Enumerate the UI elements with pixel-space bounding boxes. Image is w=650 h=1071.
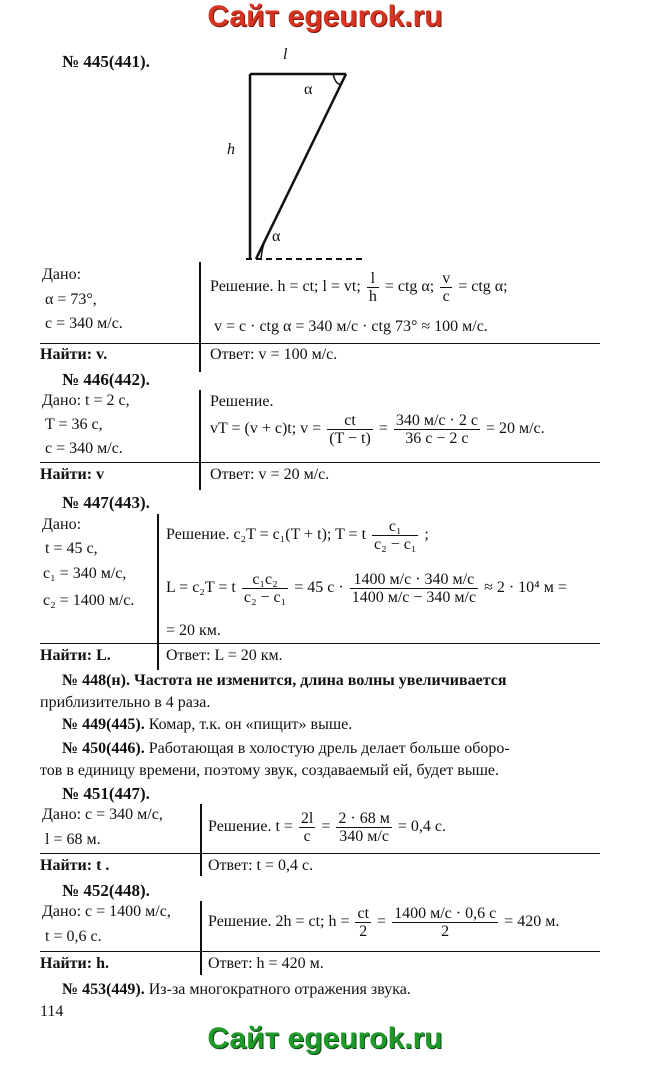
p451-frac-2 bbox=[336, 810, 391, 845]
p446-given-3: c = 340 м/с. bbox=[45, 440, 123, 457]
frac-den: 2 bbox=[441, 923, 450, 940]
frac-num: ct bbox=[357, 905, 370, 922]
p447-given-title: Дано: bbox=[42, 516, 82, 533]
p452-frac-1 bbox=[355, 905, 371, 940]
frac-den: c bbox=[442, 288, 450, 305]
p445-sol-1: Решение. h = ct; l = vt; bbox=[210, 278, 361, 296]
frac-num: c₁ bbox=[372, 518, 418, 536]
p446-divider bbox=[199, 390, 201, 490]
frac-num: 2l bbox=[300, 810, 314, 827]
p446-sol-lhs: vT = (v + c)t; v = bbox=[210, 420, 322, 438]
p452-find: Найти: h. bbox=[40, 955, 109, 972]
p447-given-1: t = 45 с, bbox=[45, 540, 98, 557]
frac-den: c₂ − c₁ bbox=[374, 536, 417, 553]
p446-given-1: Дано: t = 2 с, bbox=[42, 392, 130, 409]
p447-sol-1-end: ; bbox=[424, 526, 429, 544]
p447-frac-1 bbox=[372, 518, 418, 553]
frac-num: 1400 м/с · 0,6 с bbox=[394, 905, 497, 922]
site-footer: Сайт egeurok.ru bbox=[207, 1022, 443, 1055]
fig-alpha-bottom: α bbox=[272, 228, 281, 245]
p447-divider bbox=[157, 514, 159, 670]
p445-solution-line-2: v = c · ctg α = 340 м/с · ctg 73° ≈ 100 м/с. bbox=[214, 318, 488, 335]
p450-number: № 450(446). bbox=[62, 740, 145, 757]
p447-frac-3 bbox=[350, 571, 478, 606]
p451-frac-1 bbox=[299, 810, 315, 845]
frac-den: c bbox=[303, 828, 311, 845]
p446-sol-title: Решение. bbox=[210, 393, 274, 410]
p445-divider bbox=[199, 262, 201, 372]
p449-line bbox=[62, 714, 352, 736]
p451-sol-end: = 0,4 с. bbox=[397, 818, 446, 836]
problem-452-number: № 452(448). bbox=[62, 881, 150, 900]
frac-den: 1400 м/с − 340 м/с bbox=[351, 589, 477, 606]
p452-divider bbox=[200, 901, 202, 975]
p451-given-1: Дано: c = 340 м/с, bbox=[42, 806, 163, 823]
p448-text-1: № 448(н). Частота не изменится, длина волны увеличивается bbox=[62, 672, 507, 689]
p447-solution-line-2 bbox=[166, 571, 567, 606]
p445-given-2: c = 340 м/с. bbox=[45, 315, 123, 332]
frac-num: 2 · 68 м bbox=[338, 810, 390, 827]
p452-sol-start: Решение. 2h = ct; h = bbox=[208, 913, 350, 931]
p447-sol-2-end: ≈ 2 · 10⁴ м = bbox=[484, 579, 567, 597]
p447-sol-2-start: L = c₂T = t bbox=[166, 579, 236, 597]
p453-text: Из-за многократного отражения звука. bbox=[148, 981, 411, 998]
p449-text: Комар, т.к. он «пищит» выше. bbox=[148, 716, 353, 733]
p446-sol-end: = 20 м/с. bbox=[485, 420, 545, 438]
problem-445-number: № 445(441). bbox=[62, 52, 150, 71]
p452-find-rule bbox=[40, 951, 600, 952]
p445-frac-l-h bbox=[367, 270, 379, 305]
p450-text-2: тов в единицу времени, поэтому звук, создаваемый ей, будет выше. bbox=[40, 762, 500, 779]
p451-given-2: l = 68 м. bbox=[45, 831, 101, 848]
p449-number: № 449(445). bbox=[62, 716, 145, 733]
p447-find-rule bbox=[40, 643, 600, 644]
p450-line-1 bbox=[62, 738, 510, 760]
p452-solution-line: Решение. 2h = ct; h = $\frac{ct}{2}$ = $\frac{1400 м/с \cdot 0,6 с}{2}$ = 420 м. bbox=[208, 905, 560, 940]
p447-sol-1: Решение. c₂T = c₁(T + t); T = t bbox=[166, 526, 367, 544]
p451-solution-line: Решение. t = $\frac{2l}{c}$ = $\frac{2 \cdot 68 м}{340 м/с}$ = 0,4 с. bbox=[208, 810, 446, 845]
p447-sol-2-mid: = 45 с · bbox=[294, 579, 344, 597]
problem-446-number: № 446(442). bbox=[62, 370, 150, 389]
fig-h-label: h bbox=[227, 141, 235, 158]
fig-l-label: l bbox=[283, 46, 288, 63]
p452-given-1: Дано: c = 1400 м/с, bbox=[42, 903, 171, 920]
p453-line bbox=[62, 979, 411, 1001]
p446-answer: Ответ: v = 20 м/с. bbox=[210, 466, 330, 483]
site-header: Сайт egeurok.ru bbox=[207, 0, 443, 33]
p447-frac-2 bbox=[242, 571, 288, 606]
p445-sol-end: = ctg α; bbox=[458, 278, 508, 296]
frac-num: c₁c₂ bbox=[242, 571, 288, 589]
frac-den: (T − t) bbox=[329, 430, 371, 447]
p446-given-2: T = 36 с, bbox=[45, 416, 103, 433]
p452-sol-end: = 420 м. bbox=[504, 913, 560, 931]
p451-answer: Ответ: t = 0,4 с. bbox=[208, 857, 314, 874]
p447-find: Найти: L. bbox=[40, 647, 111, 664]
p450-text-1: Работающая в холостую дрель делает больше оборо- bbox=[148, 740, 510, 757]
p447-solution-line-1 bbox=[166, 518, 429, 553]
page-number: 114 bbox=[40, 1003, 64, 1020]
p445-sol-mid: = ctg α; bbox=[384, 278, 435, 296]
p452-given-2: t = 0,6 с. bbox=[45, 928, 102, 945]
p446-frac-2 bbox=[394, 412, 480, 447]
p446-find-rule bbox=[40, 462, 600, 463]
problem-451-number: № 451(447). bbox=[62, 784, 150, 803]
p445-frac-v-c bbox=[440, 270, 452, 305]
p445-solution-line-1 bbox=[210, 270, 508, 305]
p451-find-rule bbox=[40, 853, 600, 854]
p451-divider bbox=[200, 804, 202, 876]
p445-find: Найти: v. bbox=[40, 346, 108, 363]
frac-num: v bbox=[442, 270, 451, 287]
p446-frac-1 bbox=[327, 412, 373, 447]
p451-sol-start: Решение. t = bbox=[208, 818, 293, 836]
frac-num: 1400 м/с · 340 м/с bbox=[350, 571, 478, 589]
p447-solution-line-3: = 20 км. bbox=[166, 622, 221, 639]
p445-find-rule bbox=[40, 343, 600, 344]
frac-num: 340 м/с · 2 с bbox=[395, 412, 478, 429]
p452-answer: Ответ: h = 420 м. bbox=[208, 955, 324, 972]
p445-given-title: Дано: bbox=[42, 266, 82, 283]
p446-find: Найти: v bbox=[40, 466, 105, 483]
frac-den: 2 bbox=[359, 923, 368, 940]
frac-num: l bbox=[367, 270, 379, 288]
p453-number: № 453(449). bbox=[62, 981, 145, 998]
p448-text-2: приблизительно в 4 раза. bbox=[40, 694, 211, 711]
frac-den: 36 с − 2 с bbox=[405, 430, 469, 447]
p447-answer: Ответ: L = 20 км. bbox=[166, 647, 283, 664]
frac-den: c₂ − c₁ bbox=[243, 589, 287, 606]
frac-num: ct bbox=[327, 412, 373, 430]
p445-answer: Ответ: v = 100 м/с. bbox=[210, 346, 338, 363]
frac-den: 340 м/с bbox=[339, 828, 389, 845]
p445-given-1: α = 73°, bbox=[45, 291, 97, 308]
frac-den: h bbox=[368, 288, 377, 305]
p446-solution-line: vT = (v + c)t; v = $\frac{ct}{(T - t)}$ = $\frac{340 м/с \cdot 2 с}{36 с - 2 с}$ = 20 м/с. bbox=[210, 412, 545, 447]
fig-alpha-top: α bbox=[304, 81, 313, 98]
p447-given-3: c₂ = 1400 м/с. bbox=[43, 592, 135, 609]
problem-447-number: № 447(443). bbox=[62, 493, 150, 512]
p447-given-2: c₁ = 340 м/с, bbox=[43, 565, 127, 582]
p451-find: Найти: t . bbox=[40, 857, 110, 874]
p452-frac-2 bbox=[392, 905, 498, 940]
